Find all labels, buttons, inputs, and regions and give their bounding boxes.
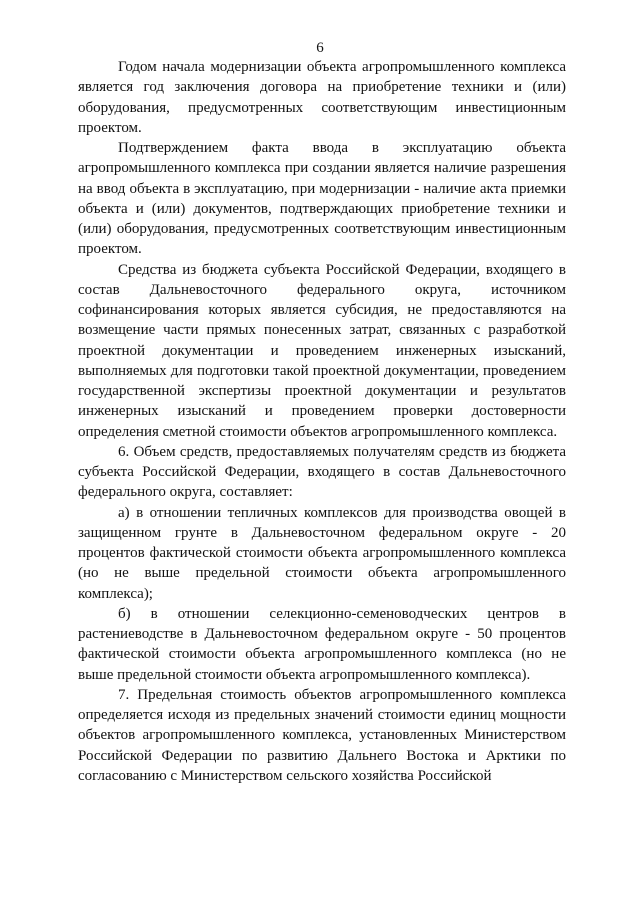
paragraph-subitem-a-greenhouses: а) в отношении тепличных комплексов для производства овощей в защищенном грунте в Дальневосточном федеральном округе - 20 процентов фактической стоимости объекта агропромышленного комплекса (но не выше предельной стоимости объекта агропромышленного комплекса);	[78, 504, 566, 602]
page-number: 6	[316, 40, 324, 56]
paragraph-subitem-b-seed-centers: б) в отношении селекционно-семеноводческих центров в растениеводстве в Дальневосточном федеральном округе - 50 процентов фактической стоимости объекта агропромышленного комплекса (но не выше предельной стоимости объекта агропромышленного комплекса).	[78, 605, 566, 683]
paragraph-item-7-limit-cost: 7. Предельная стоимость объектов агропромышленного комплекса определяется исходя из предельных значений стоимости единиц мощности объектов агропромышленного комплекса, установленных Министерством Российской Федерации по развитию Дальнего Востока и Арктики по согласованию с Министерством сельского хозяйства Российской	[78, 686, 566, 784]
paragraph-modernization-year: Годом начала модернизации объекта агропромышленного комплекса является год заключения договора на приобретение техники и (или) оборудования, предусмотренных соответствующим инвестиционным проектом.	[78, 59, 566, 136]
paragraph-item-6-volume: 6. Объем средств, предоставляемых получателям средств из бюджета субъекта Российской Федерации, входящего в состав Дальневосточного федерального округа, составляет:	[78, 443, 566, 501]
paragraph-commissioning-confirmation: Подтверждением факта ввода в эксплуатацию объекта агропромышленного комплекса при создании является наличие разрешения на ввод объекта в эксплуатацию, при модернизации - наличие акта приемки объекта и (или) документов, подтверждающих приобретение техники и (или) оборудования, предусмотренных соответствующим инвестиционным проектом.	[78, 140, 566, 258]
paragraph-budget-funds-exclusion: Средства из бюджета субъекта Российской Федерации, входящего в состав Дальневосточного федерального округа, источником софинансирования которых является субсидия, не предоставляются на возмещение части прямых понесенных затрат, связанных с разработкой проектной документации и проведением инженерных изысканий, выполняемых для подготовки такой проектной документации, проведением государственной экспертизы проектной документации и результатов инженерных изысканий и проведением проверки достоверности определения сметной стоимости объектов агропромышленного комплекса.	[78, 261, 566, 440]
document-body	[78, 57, 566, 786]
